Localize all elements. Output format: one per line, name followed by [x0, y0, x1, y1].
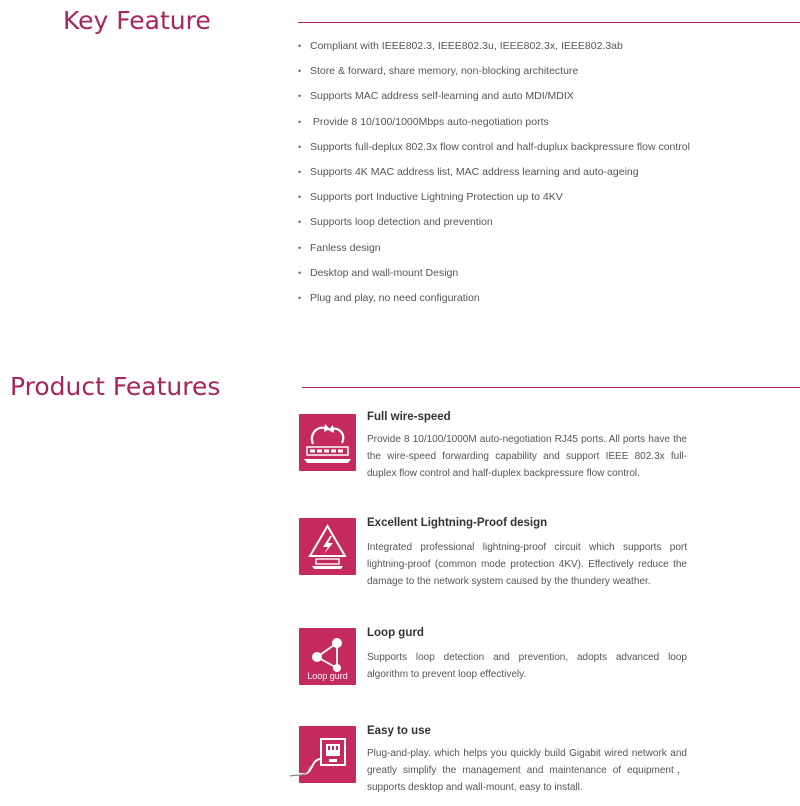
key-feature-title: Key Feature: [63, 6, 211, 35]
wire-speed-icon: [299, 414, 356, 471]
list-item: [298, 263, 690, 288]
bullet-icon: •: [298, 116, 302, 127]
feature-text: Compliant with IEEE802.3, IEEE802.3u, IEEE802.3x, IEEE802.3ab: [310, 40, 623, 52]
product-feature-description: Supports loop detection and prevention, adopts advanced loop algorithm to prevent loop effectively.: [367, 652, 687, 680]
product-feature-title: Loop gurd: [367, 627, 424, 639]
lightning-proof-icon: [299, 518, 356, 575]
product-feature-title: Full wire-speed: [367, 411, 451, 423]
bullet-icon: •: [298, 141, 302, 152]
list-item: [298, 238, 690, 263]
bullet-icon: •: [298, 41, 302, 51]
list-item: [298, 36, 690, 61]
feature-text: Supports loop detection and prevention: [310, 216, 493, 229]
list-item: [298, 86, 690, 111]
key-feature-divider: [298, 22, 800, 23]
product-feature-description: Plug-and-play. which helps you quickly build Gigabit wired network and greatly simplify the management and maintenance of equipment，supports desktop and wall-mount, easy to install.: [367, 748, 687, 793]
feature-text: Fanless design: [310, 241, 381, 254]
list-item: [298, 187, 690, 212]
list-item: [298, 137, 690, 162]
list-item: [298, 288, 690, 313]
feature-text: Provide 8 10/100/1000Mbps auto-negotiation ports: [310, 115, 549, 128]
product-feature-card: [298, 726, 688, 806]
feature-text: Desktop and wall-mount Design: [310, 266, 459, 279]
product-feature-title: Easy to use: [367, 725, 431, 737]
list-item: [298, 212, 690, 237]
bullet-icon: •: [298, 192, 302, 203]
product-feature-description: Provide 8 10/100/1000M auto-negotiation RJ45 ports. All ports have the the wire-speed forwarding capability and support IEEE 802.3x full-duplex flow control and half-duplex backpressure flow control.: [367, 434, 687, 479]
product-feature-title: Excellent Lightning-Proof design: [367, 517, 548, 529]
product-feature-card: [298, 518, 688, 598]
bullet-icon: •: [298, 292, 302, 303]
bullet-icon: •: [298, 242, 302, 253]
bullet-icon: •: [298, 66, 302, 77]
feature-text: Store & forward, share memory, non-blocking architecture: [310, 65, 579, 78]
feature-text: Supports port Inductive Lightning Protection up to 4KV: [310, 191, 563, 204]
product-features-title: Product Features: [10, 372, 221, 401]
list-item: [298, 112, 690, 137]
product-feature-card: [298, 411, 688, 494]
feature-text: Supports 4K MAC address list, MAC address learning and auto-ageing: [310, 165, 639, 178]
feature-text: Plug and play, no need configuration: [310, 291, 480, 304]
product-feature-description: Integrated professional lightning-proof circuit which supports port lightning-proof (common mode protection 4KV). Effectively reduce the damage to the network system caused by the thundery weather.: [367, 542, 687, 587]
feature-text: Supports MAC address self-learning and auto MDI/MDIX: [310, 90, 574, 103]
loop-guard-icon: [299, 628, 356, 685]
bullet-icon: •: [298, 166, 302, 177]
key-feature-list: [298, 36, 690, 313]
cable-line: [288, 748, 348, 788]
list-item: [298, 61, 690, 86]
bullet-icon: •: [298, 217, 302, 228]
bullet-icon: •: [298, 91, 302, 102]
feature-text: Supports full-deplux 802.3x flow control and half-duplux backpressure flow control: [310, 140, 690, 153]
product-feature-card: [298, 628, 688, 708]
loop-guard-caption: Loop gurd: [307, 671, 348, 681]
bullet-icon: •: [298, 267, 302, 278]
product-features-divider: [302, 387, 800, 388]
list-item: [298, 162, 690, 187]
